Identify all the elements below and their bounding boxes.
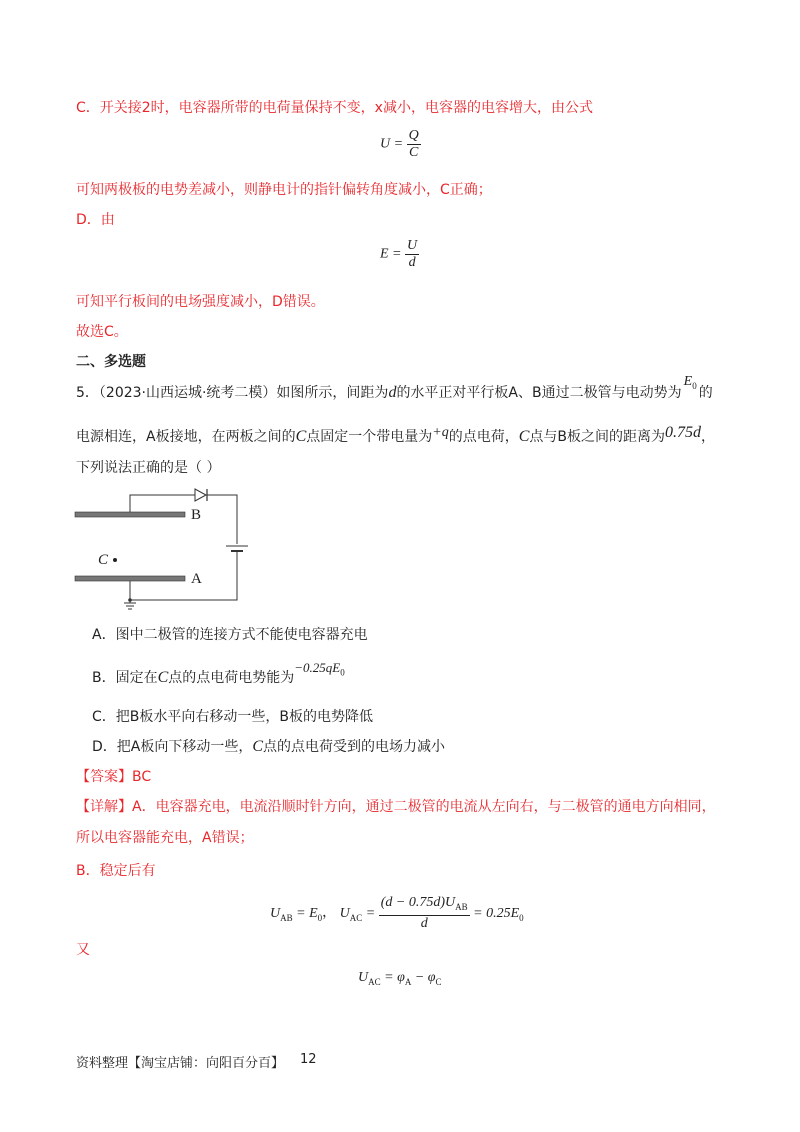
var-plus-q: +q bbox=[432, 425, 449, 440]
option-d bbox=[92, 737, 445, 757]
you-line: 又 bbox=[76, 942, 90, 958]
result: = $0.25E_0$ bbox=[473, 905, 524, 923]
plate-a bbox=[75, 576, 185, 581]
label-a: A bbox=[191, 571, 202, 587]
detail-line-2: 所以电容器能充电，A错误； bbox=[76, 830, 254, 846]
plate-b bbox=[75, 512, 185, 517]
option-c: C．把B板水平向右移动一些，B板的电势降低 bbox=[92, 709, 373, 725]
d-conclusion-line: 可知平行板间的电场强度减小，D错误。 bbox=[76, 294, 325, 310]
question-5-line-1 bbox=[76, 374, 713, 408]
option-b bbox=[92, 660, 345, 693]
q5-text-5: 点固定一个带电量为 bbox=[306, 429, 433, 445]
q5-text-6: 的点电荷， bbox=[448, 429, 519, 445]
q5-text-8: ， bbox=[700, 429, 715, 445]
label-c: C bbox=[98, 552, 109, 568]
numerator: U bbox=[407, 238, 418, 253]
var-e0: $E_0$ bbox=[683, 374, 697, 391]
var-distance: 0.75d bbox=[664, 424, 701, 441]
c-conclusion-line: 可知两极板的电势差减小，则静电计的指针偏转角度减小，C正确； bbox=[76, 182, 492, 198]
option-b-text-1: B．固定在 bbox=[92, 670, 158, 686]
q5-text-2: 的水平正对平行板A、B通过二极管与电动势为 bbox=[396, 385, 682, 401]
denominator: d bbox=[408, 255, 416, 270]
formula-lhs: U = bbox=[380, 136, 404, 152]
option-b-text-2: 点的点电荷电势能为 bbox=[168, 670, 295, 686]
detail-line-1: 【详解】A．电容器充电，电流沿顺时针方向，通过二极管的电流从左向右，与二极管的通电方向相同， bbox=[76, 799, 716, 815]
var-c: C bbox=[157, 669, 169, 686]
formula-u-q-c bbox=[380, 128, 421, 161]
option-d-text-2: 点的点电荷受到的电场力减小 bbox=[263, 739, 446, 755]
formula-uac-phi: $U_{AC} = \varphi_A - \varphi_C$ bbox=[358, 970, 442, 987]
q5-text-4: 电源相连，A板接地，在两板之间的 bbox=[76, 429, 296, 445]
q5-text-1: 5．（2023·山西运城·统考二模）如图所示，间距为 bbox=[76, 385, 389, 401]
var-energy: $-0.25qE_0$ bbox=[294, 660, 345, 678]
wire-right-top bbox=[207, 495, 237, 544]
c-item-line: C．开关接2时，电容器所带的电荷量保持不变，x减小，电容器的电容增大，由公式 bbox=[76, 100, 593, 116]
option-a: A．图中二极管的连接方式不能使电容器充电 bbox=[92, 627, 368, 643]
section-title: 二、多选题 bbox=[76, 354, 146, 370]
choose-line: 故选C。 bbox=[76, 324, 128, 340]
detail-line-3: B．稳定后有 bbox=[76, 863, 156, 879]
question-5-line-2 bbox=[76, 424, 715, 448]
formula-e-u-d bbox=[380, 238, 419, 271]
formula-uab-uac bbox=[270, 895, 524, 932]
numerator: $(d - 0.75d)U_{AB}$ bbox=[379, 895, 470, 916]
uac: $U_{AC}$ = bbox=[339, 905, 376, 923]
point-c-dot bbox=[113, 558, 117, 562]
fraction bbox=[405, 238, 419, 271]
answer-line: 【答案】BC bbox=[76, 769, 152, 785]
var-d: d bbox=[388, 384, 397, 401]
diode-icon bbox=[195, 489, 206, 501]
question-5-line-3: 下列说法正确的是（ ） bbox=[76, 460, 221, 476]
fraction bbox=[379, 895, 470, 932]
uab: $U_{AB} = E_0$ bbox=[270, 905, 323, 923]
fraction bbox=[407, 128, 421, 161]
var-c: C bbox=[518, 428, 530, 445]
label-b: B bbox=[191, 507, 202, 523]
var-c: C bbox=[295, 428, 307, 445]
numerator: Q bbox=[408, 128, 419, 143]
denominator: d bbox=[420, 915, 428, 931]
formula-lhs: E = bbox=[380, 246, 402, 262]
wire-top bbox=[130, 495, 195, 512]
denominator: C bbox=[408, 145, 419, 160]
capacitor-circuit-diagram bbox=[70, 482, 270, 612]
d-item-line: D．由 bbox=[76, 212, 115, 228]
var-c: C bbox=[252, 738, 264, 755]
page-number: 12 bbox=[300, 1052, 317, 1067]
option-d-text-1: D．把A板向下移动一些， bbox=[92, 739, 253, 755]
q5-text-7: 点与B板之间的距离为 bbox=[529, 429, 665, 445]
separator: ， bbox=[322, 905, 337, 921]
footer-text: 资料整理【淘宝店铺：向阳百分百】 bbox=[76, 1056, 285, 1071]
q5-text-3: 的 bbox=[698, 385, 713, 401]
